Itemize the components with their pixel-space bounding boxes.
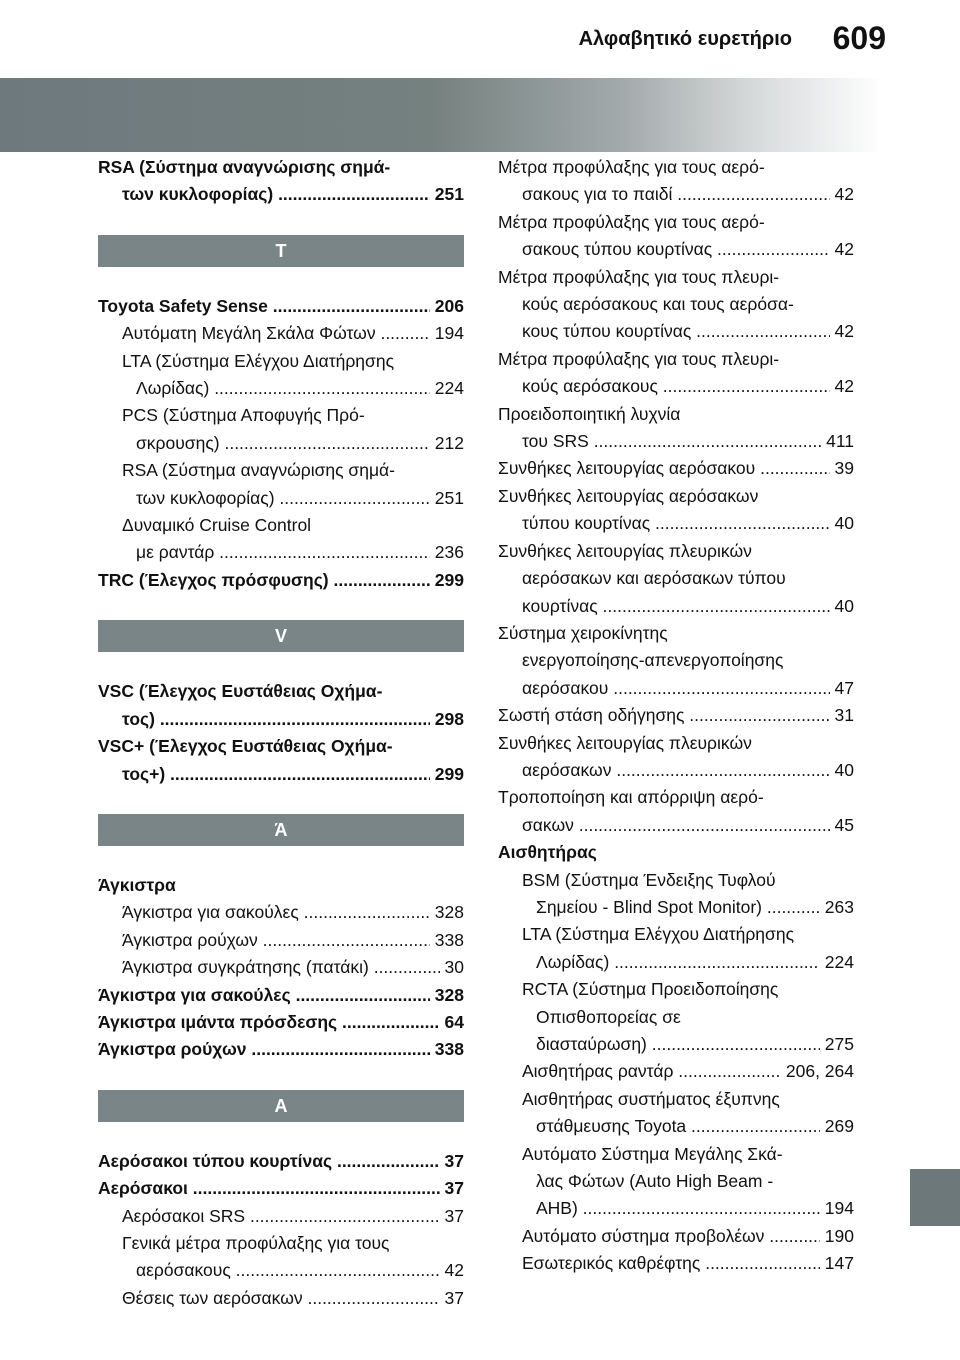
index-entry-text: τος+) .....	[122, 761, 430, 788]
index-entry-text: κουρτίνας .....	[522, 593, 830, 620]
index-entry	[498, 264, 854, 346]
side-thumb-tab	[910, 1169, 960, 1226]
index-entry-page[interactable]: 224	[819, 951, 854, 972]
index-entry-page[interactable]: 42	[829, 376, 854, 397]
index-entry	[498, 1141, 854, 1223]
index-entry-page[interactable]: 299	[429, 569, 464, 590]
header-title: Αλφαβητικό ευρετήριο	[578, 28, 792, 50]
index-entry-text: αερόσακου .....	[522, 675, 830, 702]
index-entry	[98, 954, 464, 981]
section-header-Ά: Ά	[98, 814, 464, 846]
index-entry-text: ενεργοποίησης-απενεργοποίησης	[522, 650, 784, 671]
index-entry-page[interactable]: 251	[429, 487, 464, 508]
index-entry	[498, 730, 854, 785]
index-entry	[498, 483, 854, 538]
index-entry-page[interactable]: 190	[819, 1225, 854, 1246]
index-entry-text: τος) .....	[122, 706, 430, 733]
index-entry-text: VSC+ (Έλεγχος Ευστάθειας Οχήμα-	[98, 736, 393, 757]
index-entry	[98, 348, 464, 403]
index-entry-text: των κυκλοφορίας) .....	[122, 181, 430, 208]
index-entry-text: σκρουσης) .....	[136, 430, 430, 457]
index-entry-text: του SRS .....	[522, 428, 821, 455]
index-entry	[98, 872, 464, 899]
index-entry-text: κους τύπου κουρτίνας .....	[522, 318, 830, 345]
index-entry-text: RCTA (Σύστημα Προειδοποίησης	[522, 979, 779, 1000]
index-entry-page[interactable]: 47	[829, 677, 854, 698]
index-entry-text: σακους για το παιδί .....	[522, 181, 830, 208]
index-entry	[498, 455, 854, 482]
index-entry-page[interactable]: 42	[439, 1260, 464, 1281]
index-entry-text: Μέτρα προφύλαξης για τους αερό-	[498, 211, 765, 232]
index-entry	[98, 1285, 464, 1312]
index-entry-page[interactable]: 37	[439, 1205, 464, 1226]
index-entry-page[interactable]: 64	[439, 1011, 464, 1032]
section-header-V: V	[98, 620, 464, 652]
index-entry-text: σακων .....	[522, 812, 830, 839]
index-entry-text: BSM (Σύστημα Ένδειξης Τυφλού	[522, 869, 776, 890]
index-entry-page[interactable]: 328	[429, 984, 464, 1005]
index-entry-text: αερόσακους .....	[136, 1257, 440, 1284]
index-entry-text: σακους τύπου κουρτίνας .....	[522, 236, 830, 263]
index-entry-text: Άγκιστρα για σακούλες .....	[98, 982, 430, 1009]
index-entry-text: των κυκλοφορίας) .....	[136, 485, 430, 512]
index-entry	[498, 921, 854, 976]
index-entry-text: RSA (Σύστημα αναγνώρισης σημά-	[98, 157, 391, 177]
index-entry-text: TRC (Έλεγχος πρόσφυσης) .....	[98, 567, 430, 594]
index-entry	[498, 538, 854, 620]
index-entry-text: Μέτρα προφύλαξης για τους αερό-	[498, 157, 765, 177]
index-entry-page[interactable]: 37	[439, 1178, 464, 1199]
index-entry-page[interactable]: 269	[819, 1116, 854, 1137]
header-band	[0, 78, 960, 152]
index-entry-text: Λωρίδας) .....	[136, 375, 430, 402]
index-entry-text: RSA (Σύστημα αναγνώρισης σημά-	[122, 460, 395, 481]
index-entry	[498, 976, 854, 1058]
index-entry-text: Μέτρα προφύλαξης για τους πλευρι-	[498, 266, 780, 287]
index-entry-page[interactable]: 42	[829, 321, 854, 342]
index-entry-page[interactable]: 42	[829, 239, 854, 260]
index-entry-text: Αισθητήρας συστήματος έξυπνης	[522, 1088, 780, 1109]
index-entry	[498, 1250, 854, 1277]
index-entry-page[interactable]: 411	[821, 431, 854, 452]
index-entry-text: Toyota Safety Sense .....	[98, 293, 430, 320]
index-entry-text: Σωστή στάση οδήγησης .....	[498, 702, 830, 729]
index-entry	[98, 1175, 464, 1202]
index-entry-text: Αισθητήρας	[498, 842, 597, 863]
index-entry	[498, 209, 854, 264]
index-entry	[98, 567, 464, 594]
index-entry	[98, 402, 464, 457]
index-entry	[98, 293, 464, 320]
index-entry	[98, 320, 464, 347]
index-entry-page[interactable]: 39	[829, 458, 854, 479]
index-entry	[98, 1009, 464, 1036]
index-entry	[98, 982, 464, 1009]
index-entry-text: Οπισθοπορείας σε	[536, 1006, 681, 1027]
index-entry-text: PCS (Σύστημα Αποφυγής Πρό-	[122, 405, 365, 426]
page-number: 609	[832, 20, 886, 56]
index-entry	[498, 1058, 854, 1085]
index-entry-text: VSC (Έλεγχος Ευστάθειας Οχήμα-	[98, 681, 383, 702]
index-entry-page[interactable]: 251	[429, 184, 464, 205]
index-entry-text: Εσωτερικός καθρέφτης .....	[522, 1250, 820, 1277]
index-entry-text: με ραντάρ .....	[136, 539, 430, 566]
index-entry-page[interactable]: 212	[429, 432, 464, 453]
index-entry-text: αερόσακων και αερόσακων τύπου	[522, 568, 786, 589]
index-entry	[98, 154, 464, 209]
index-entry	[98, 512, 464, 567]
index-entry-text: Αυτόματο Σύστημα Μεγάλης Σκά-	[522, 1143, 783, 1164]
index-entry-page[interactable]: 224	[429, 378, 464, 399]
index-entry	[98, 1148, 464, 1175]
index-entry-text: Άγκιστρα ρούχων .....	[122, 927, 430, 954]
index-entry	[498, 839, 854, 866]
index-entry-page[interactable]: 37	[439, 1287, 464, 1308]
index-entry-text: Δυναμικό Cruise Control	[122, 515, 312, 536]
index-entry-text: Αυτόματο σύστημα προβολέων .....	[522, 1223, 820, 1250]
index-entry-text: Συνθήκες λειτουργίας πλευρικών	[498, 540, 752, 561]
index-entry-page[interactable]: 206	[429, 295, 464, 316]
index-entry	[98, 678, 464, 733]
index-entry	[98, 899, 464, 926]
index-entry-text: στάθμευσης Toyota .....	[536, 1113, 820, 1140]
index-entry-page[interactable]: 40	[829, 595, 854, 616]
index-entry-text: Σημείου - Blind Spot Monitor) .....	[536, 894, 820, 921]
index-entry	[498, 1223, 854, 1250]
index-entry-page[interactable]: 194	[429, 323, 464, 344]
index-entry-page[interactable]: 31	[829, 705, 854, 726]
index-entry	[498, 784, 854, 839]
index-entry-page[interactable]: 275	[819, 1034, 854, 1054]
index-column-right	[498, 154, 854, 1278]
index-entry-text: Μέτρα προφύλαξης για τους πλευρι-	[498, 348, 780, 369]
index-entry-text: Τροποποίηση και απόρριψη αερό-	[498, 787, 764, 808]
index-entry-text: Συνθήκες λειτουργίας πλευρικών	[498, 732, 752, 753]
index-entry	[498, 620, 854, 702]
index-entry-text: Άγκιστρα ιμάντα πρόσδεσης .....	[98, 1009, 440, 1036]
index-entry-page[interactable]: 263	[819, 896, 854, 917]
index-entry-text: Προειδοποιητική λυχνία	[498, 403, 681, 424]
index-entry-text: Αερόσακοι τύπου κουρτίνας .....	[98, 1148, 440, 1175]
index-entry-page[interactable]: 299	[429, 763, 464, 784]
index-entry-page[interactable]: 236	[429, 542, 464, 563]
index-entry-text: Γενικά μέτρα προφύλαξης για τους	[122, 1232, 390, 1253]
index-entry-page[interactable]: 328	[429, 902, 464, 923]
index-entry	[498, 1086, 854, 1141]
index-entry-page[interactable]: 298	[429, 708, 464, 729]
index-entry-text: Σύστημα χειροκίνητης	[498, 622, 668, 643]
index-entry	[98, 1203, 464, 1230]
index-entry-text: Άγκιστρα για σακούλες .....	[122, 899, 430, 926]
section-header-T: T	[98, 235, 464, 267]
index-entry-page[interactable]: 338	[429, 929, 464, 950]
index-entry-page[interactable]: 37	[439, 1150, 464, 1171]
index-entry-text: AHB) .....	[536, 1195, 820, 1222]
index-entry	[98, 927, 464, 954]
index-entry-text: LTA (Σύστημα Ελέγχου Διατήρησης	[122, 350, 395, 371]
index-entry-page[interactable]: 40	[829, 513, 854, 534]
index-entry	[98, 457, 464, 512]
index-column-left	[98, 154, 464, 1312]
index-entry	[498, 154, 854, 209]
index-entry-text: Συνθήκες λειτουργίας αερόσακου .....	[498, 455, 830, 482]
index-entry-text: Αερόσακοι .....	[98, 1175, 440, 1202]
index-entry	[498, 702, 854, 729]
index-entry-text: Λωρίδας) .....	[536, 949, 820, 976]
index-entry-page[interactable]: 206, 264	[781, 1061, 854, 1082]
index-entry-text: διασταύρωση) .....	[536, 1031, 820, 1058]
index-entry-page[interactable]: 338	[429, 1039, 464, 1060]
index-entry-text: κούς αερόσακους .....	[522, 373, 830, 400]
index-entry-page[interactable]: 194	[819, 1198, 854, 1219]
index-entry	[498, 867, 854, 922]
index-entry-page[interactable]: 30	[439, 957, 464, 978]
index-entry-page[interactable]: 147	[819, 1253, 854, 1274]
index-entry-text: LTA (Σύστημα Ελέγχου Διατήρησης	[522, 924, 795, 945]
index-entry-text: Άγκιστρα	[98, 874, 176, 895]
index-entry-page[interactable]: 40	[829, 759, 854, 780]
index-entry-text: κούς αερόσακους και τους αερόσα-	[522, 294, 794, 315]
index-entry-text: τύπου κουρτίνας .....	[522, 510, 830, 537]
section-header-Α: Α	[98, 1090, 464, 1122]
index-entry-page[interactable]: 42	[829, 184, 854, 205]
index-entry-text: αερόσακων .....	[522, 757, 830, 784]
index-entry-text: Αερόσακοι SRS .....	[122, 1203, 440, 1230]
index-entry	[498, 346, 854, 401]
index-entry-text: Άγκιστρα ρούχων .....	[98, 1036, 430, 1063]
index-entry-text: Αυτόματη Μεγάλη Σκάλα Φώτων .....	[122, 320, 430, 347]
index-entry	[498, 401, 854, 456]
index-entry	[98, 1230, 464, 1285]
index-entry-text: Θέσεις των αερόσακων .....	[122, 1285, 440, 1312]
index-entry-text: Αισθητήρας ραντάρ .....	[522, 1058, 781, 1085]
index-entry	[98, 1036, 464, 1063]
index-entry-text: Συνθήκες λειτουργίας αερόσακων	[498, 485, 759, 506]
index-entry-text: Άγκιστρα συγκράτησης (πατάκι) .....	[122, 954, 440, 981]
index-entry-page[interactable]: 45	[829, 814, 854, 835]
index-entry-text: λας Φώτων (Auto High Beam -	[536, 1171, 774, 1192]
index-entry	[98, 733, 464, 788]
